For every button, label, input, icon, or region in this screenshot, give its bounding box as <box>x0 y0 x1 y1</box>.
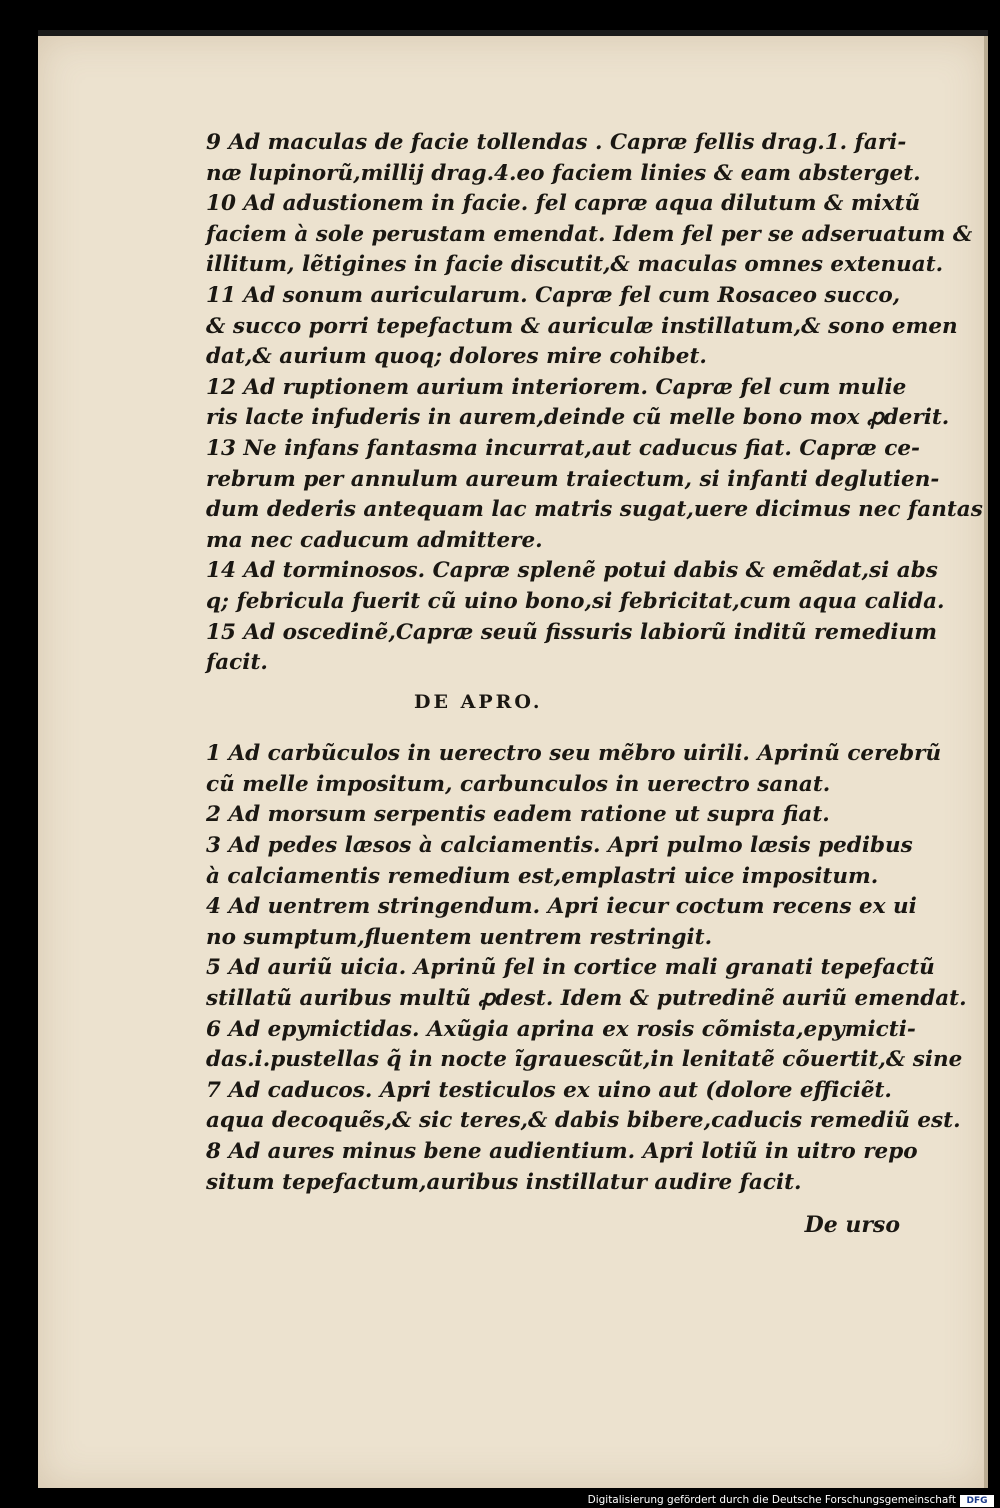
page-right-edge <box>984 36 988 1488</box>
text-line: à calciamentis remedium est,emplastri uice impositum. <box>206 863 879 889</box>
dfg-logo: DFG <box>960 1495 994 1507</box>
text-line: 7 Ad caducos. Apri testiculos ex uino aut (dolore efficiẽt. <box>206 1077 892 1103</box>
text-line: rebrum per annulum aureum traiectum, si infanti deglutien- <box>206 466 940 492</box>
page-text <box>206 128 983 1241</box>
text-line: dum dederis antequam lac matris sugat,uere dicimus nec fantas <box>206 497 983 523</box>
text-line: 1 Ad carbũculos in uerectro seu mẽbro uirili. Aprinũ cerebrũ <box>206 741 942 767</box>
text-line: no sumptum,fluentem uentrem restringit. <box>206 924 713 950</box>
text-line: 3 Ad pedes læsos à calciamentis. Apri pulmo læsis pedibus <box>206 833 913 859</box>
text-line: 6 Ad epymictidas. Axũgia aprina ex rosis cõmista,epymicti- <box>206 1016 916 1042</box>
text-line: næ lupinorũ,millij drag.4.eo faciem linies & eam absterget. <box>206 160 921 186</box>
text-line: cũ melle impositum, carbunculos in uerectro sanat. <box>206 771 831 797</box>
text-line: stillatũ auribus multũ ꝓdest. Idem & putredinẽ auriũ emendat. <box>206 986 967 1012</box>
text-line: das.i.pustellas q̃ in nocte ĩgrauescũt,in lenitatẽ cõuertit,& sine <box>206 1047 963 1073</box>
text-line: 8 Ad aures minus bene audientium. Apri lotiũ in uitro repo <box>206 1139 918 1164</box>
text-line: 15 Ad oscedinẽ,Capræ seuũ fissuris labiorũ inditũ remedium <box>206 619 937 645</box>
text-line: aqua decoquẽs,& sic teres,& dabis bibere,caducis remediũ est. <box>206 1108 961 1134</box>
text-line: 2 Ad morsum serpentis eadem ratione ut supra fiat. <box>206 802 830 828</box>
text-line: 13 Ne infans fantasma incurrat,aut caducus fiat. Capræ ce- <box>206 435 920 461</box>
text-line: 5 Ad auriũ uicia. Aprinũ fel in cortice mali granati tepefactũ <box>206 955 935 981</box>
text-line: facit. <box>206 650 268 676</box>
text-line: 10 Ad adustionem in facie. fel capræ aqua dilutum & mixtũ <box>206 191 921 217</box>
text-line: faciem à sole perustam emendat. Idem fel per se adseruatum & <box>206 221 973 247</box>
text-line: situm tepefactum,auribus instillatur audire facit. <box>206 1169 802 1195</box>
section-capra-remedies <box>206 128 983 679</box>
text-line: & succo porri tepefactum & auriculæ instillatum,& sono emen <box>206 313 958 339</box>
text-line: 9 Ad maculas de facie tollendas . Capræ fellis drag.1. fari- <box>206 130 907 155</box>
text-line: 4 Ad uentrem stringendum. Apri iecur coctum recens ex ui <box>206 894 917 920</box>
text-line: 11 Ad sonum auricularum. Capræ fel cum Rosaceo succo, <box>206 282 901 308</box>
text-line: dat,& aurium quoq; dolores mire cohibet. <box>206 344 707 370</box>
catchword: De urso <box>804 1212 900 1239</box>
section-heading: DE APRO. <box>414 690 543 713</box>
text-line: q; febricula fuerit cũ uino bono,si febricitat,cum aqua calida. <box>206 588 945 614</box>
text-line: ris lacte infuderis in aurem,deinde cũ melle bono mox ꝓderit. <box>206 405 950 431</box>
section-aper-remedies <box>206 739 967 1198</box>
text-line: 12 Ad ruptionem aurium interiorem. Capræ fel cum mulie <box>206 374 907 400</box>
text-line: illitum, lẽtigines in facie discutit,& maculas omnes extenuat. <box>206 252 944 278</box>
text-line: ma nec caducum admittere. <box>206 527 543 553</box>
text-line: 14 Ad torminosos. Capræ splenẽ potui dabis & emẽdat,si abs <box>206 558 938 584</box>
footer-credit: Digitalisierung gefördert durch die Deutsche Forschungsgemeinschaft <box>587 1494 956 1506</box>
